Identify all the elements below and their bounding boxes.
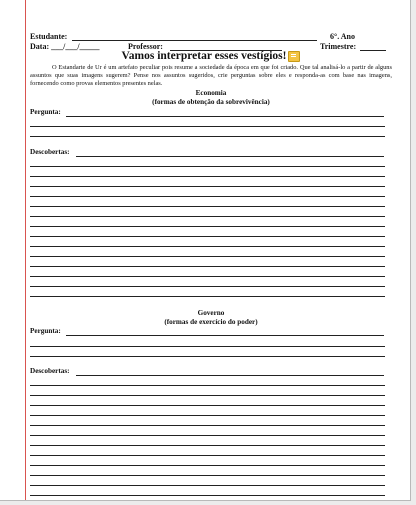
grade-label: 6°. Ano (330, 32, 355, 41)
question-label-governo: Pergunta: (30, 327, 61, 335)
findings-field-economia[interactable] (76, 156, 384, 157)
answer-line[interactable] (30, 485, 385, 486)
findings-field-governo[interactable] (76, 375, 384, 376)
question-field-governo[interactable] (66, 335, 384, 336)
answer-line[interactable] (30, 395, 385, 396)
answer-line[interactable] (30, 445, 385, 446)
findings-label-governo: Descobertas: (30, 367, 70, 375)
section-title-economia: Economia (195, 89, 227, 97)
title-text: Vamos interpretar esses vestígios! (121, 50, 287, 62)
teacher-label: Professor: (128, 42, 163, 51)
answer-line[interactable] (30, 236, 385, 237)
intro-paragraph: O Estandarte de Ur é um artefato peculiar pois resume a sociedade da época em que foi criado. Que tal analisá-lo a partir de alguns assuntos que suas imagens sugerem? Pense nos assuntos sugeridos, crie perguntas sobre eles e responda-as com base nas imagens, fornecendo como provas elementos presentes nelas. (30, 64, 392, 87)
page-title (30, 50, 392, 62)
answer-line[interactable] (30, 346, 385, 347)
answer-line[interactable] (30, 206, 385, 207)
question-field-economia[interactable] (66, 116, 384, 117)
answer-line[interactable] (30, 226, 385, 227)
answer-line[interactable] (30, 475, 385, 476)
answer-line[interactable] (30, 166, 385, 167)
answer-line[interactable] (30, 465, 385, 466)
margin-line (25, 0, 26, 500)
answer-line[interactable] (30, 216, 385, 217)
answer-line[interactable] (30, 286, 385, 287)
date-label: Data: ___/___/_____ (30, 42, 100, 51)
answer-line[interactable] (30, 415, 385, 416)
student-label: Estudante: (30, 32, 68, 41)
answer-line[interactable] (30, 495, 385, 496)
answer-line[interactable] (30, 425, 385, 426)
answer-line[interactable] (30, 405, 385, 406)
answer-line[interactable] (30, 385, 385, 386)
answer-line[interactable] (30, 356, 385, 357)
answer-line[interactable] (30, 176, 385, 177)
term-label: Trimestre: (320, 42, 357, 51)
header-row-student (30, 32, 392, 42)
answer-line[interactable] (30, 276, 385, 277)
student-name-field[interactable] (72, 40, 317, 41)
answer-line[interactable] (30, 455, 385, 456)
answer-line[interactable] (30, 136, 385, 137)
answer-line[interactable] (30, 186, 385, 187)
comment-note-icon[interactable] (288, 51, 300, 62)
answer-line[interactable] (30, 246, 385, 247)
answer-line[interactable] (30, 256, 385, 257)
answer-line[interactable] (30, 126, 385, 127)
answer-line[interactable] (30, 196, 385, 197)
question-label-economia: Pergunta: (30, 108, 61, 116)
answer-line[interactable] (30, 435, 385, 436)
section-subtitle-governo: (formas de exercício do poder) (164, 318, 258, 326)
section-title-governo: Governo (197, 309, 225, 317)
answer-line[interactable] (30, 296, 385, 297)
findings-label-economia: Descobertas: (30, 148, 70, 156)
answer-line[interactable] (30, 266, 385, 267)
section-subtitle-economia: (formas de obtenção da sobrevivência) (152, 98, 270, 106)
